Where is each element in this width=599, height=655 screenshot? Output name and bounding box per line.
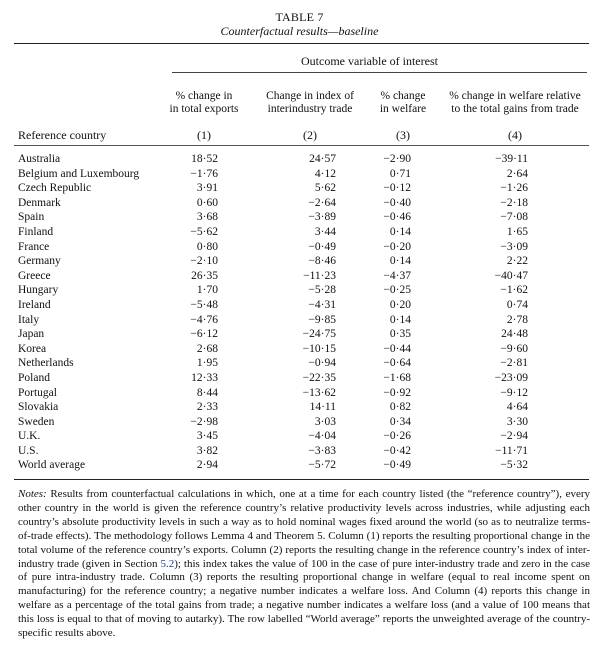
- row-value-c4: −5·32: [500, 459, 528, 472]
- row-country: Sweden: [18, 415, 55, 428]
- row-value-c4: 3·30: [506, 415, 528, 428]
- row-value-c2: −24·75: [302, 328, 336, 341]
- bottom-rule: [14, 479, 589, 480]
- row-value-c4: −3·09: [500, 240, 528, 253]
- col4-header-line1: % change in welfare relative: [449, 90, 581, 102]
- row-value-c3: 0·35: [389, 328, 411, 341]
- row-value-c3: 0·71: [389, 167, 411, 180]
- row-value-c4: 0·74: [506, 298, 528, 311]
- table-row: [0, 240, 599, 255]
- table-row: [0, 298, 599, 313]
- row-value-c1: 0·60: [196, 196, 218, 209]
- row-value-c2: −13·62: [302, 386, 336, 399]
- table-row: [0, 210, 599, 225]
- row-value-c2: −2·64: [308, 196, 336, 209]
- row-value-c4: −1·62: [500, 284, 528, 297]
- row-value-c3: −0·26: [383, 430, 411, 443]
- row-country: Slovakia: [18, 401, 59, 414]
- table-caption: [0, 0, 599, 38]
- row-value-c1: 1·95: [196, 357, 218, 370]
- table-row: [0, 327, 599, 342]
- row-value-c1: −5·48: [190, 298, 218, 311]
- table-row: [0, 313, 599, 328]
- group-header: Outcome variable of interest: [301, 54, 438, 68]
- row-value-c1: −2·10: [190, 255, 218, 268]
- row-country: Poland: [18, 371, 50, 384]
- table-row: [0, 152, 599, 167]
- row-value-c3: 0·14: [389, 313, 411, 326]
- row-value-c1: 3·82: [196, 444, 218, 457]
- row-value-c3: 0·14: [389, 225, 411, 238]
- row-country: Netherlands: [18, 357, 74, 370]
- row-country: Czech Republic: [18, 182, 92, 195]
- table-row: [0, 429, 599, 444]
- row-country: Ireland: [18, 298, 51, 311]
- row-value-c1: 2·33: [196, 401, 218, 414]
- row-value-c4: −40·47: [494, 269, 528, 282]
- row-value-c3: −2·90: [383, 153, 411, 165]
- row-value-c2: 5·62: [314, 182, 336, 195]
- row-country: U.K.: [18, 430, 41, 443]
- row-country: Spain: [18, 211, 45, 224]
- group-header-rule: [172, 72, 587, 73]
- row-value-c4: 1·65: [506, 225, 528, 238]
- row-value-c1: 3·68: [196, 211, 218, 224]
- row-value-c1: 2·94: [196, 459, 218, 472]
- row-value-c3: −0·25: [383, 284, 411, 297]
- col3-header-line2: in welfare: [379, 103, 427, 115]
- row-value-c1: −4·76: [190, 313, 218, 326]
- row-country: Finland: [18, 225, 54, 238]
- col1-header-line2: in total exports: [169, 103, 239, 115]
- row-value-c3: −0·49: [383, 459, 411, 472]
- table-row: [0, 371, 599, 386]
- row-country: Portugal: [18, 386, 57, 399]
- row-value-c4: −2·94: [500, 430, 528, 443]
- row-value-c3: −0·44: [383, 342, 411, 355]
- notes-text-part2: ); this index takes the value of 100 in the case of pure inter-industry trade and zero in the case of pure intra-industry trade. Column (3) reports the resulting proportional change in welfare (equal to real income spent on manufacturing) for the reference country; a negative number indicates a welfare loss. And Column (4) reports this change in welfare as a percentage of the total gains from trade; a negative number indicates a welfare loss (and a value of 100 means that this loss is equal to that of moving to autarky). The row labelled “World average” reports the unweighted average of the country-specific results above.: [18, 557, 590, 640]
- row-value-c3: 0·20: [389, 298, 411, 311]
- row-value-c4: −9·60: [500, 342, 528, 355]
- row-value-c4: 4·64: [506, 401, 528, 414]
- row-value-c3: −0·42: [383, 444, 411, 457]
- col2-header-line2: interindustry trade: [267, 103, 353, 115]
- row-value-c1: −2·98: [190, 415, 218, 428]
- section-link[interactable]: 5.2: [160, 557, 175, 570]
- row-value-c1: 3·45: [196, 430, 218, 443]
- table-row: [0, 181, 599, 196]
- row-value-c4: −11·71: [495, 444, 528, 457]
- row-country: Greece: [18, 269, 51, 282]
- row-value-c4: −9·12: [500, 386, 528, 399]
- col2-header-line1: Change in index of: [266, 90, 354, 102]
- row-value-c3: 0·14: [389, 255, 411, 268]
- row-country: World average: [18, 459, 86, 472]
- table-subtitle: Counterfactual results—baseline: [220, 24, 379, 38]
- row-country: Korea: [18, 342, 47, 355]
- row-country: U.S.: [18, 444, 39, 457]
- top-rule: [14, 43, 589, 44]
- row-value-c2: 24·57: [309, 153, 336, 165]
- table-notes: [18, 488, 590, 641]
- table-row: [0, 196, 599, 211]
- col3-header-line1: % change: [380, 90, 426, 102]
- row-value-c4: −7·08: [500, 211, 528, 224]
- row-value-c1: 26·35: [191, 269, 218, 282]
- row-country: Australia: [18, 153, 61, 165]
- row-value-c4: −23·09: [494, 371, 528, 384]
- row-value-c2: −3·89: [308, 211, 336, 224]
- header-rule: [14, 145, 589, 146]
- row-value-c1: −1·76: [190, 167, 218, 180]
- row-value-c3: 0·82: [389, 401, 411, 414]
- row-value-c2: 14·11: [309, 401, 336, 414]
- row-value-c2: −5·72: [308, 459, 336, 472]
- row-value-c3: 0·34: [389, 415, 411, 428]
- row-value-c4: 2·22: [506, 255, 528, 268]
- row-value-c4: 2·78: [506, 313, 528, 326]
- row-value-c2: −0·49: [308, 240, 336, 253]
- table-row: [0, 269, 599, 284]
- row-country: Denmark: [18, 196, 61, 209]
- row-value-c2: 4·12: [314, 167, 336, 180]
- row-value-c3: −0·12: [383, 182, 411, 195]
- row-value-c1: 3·91: [196, 182, 218, 195]
- table-row: [0, 356, 599, 371]
- notes-label: Notes:: [18, 488, 47, 500]
- table-row: [0, 225, 599, 240]
- table-row: [0, 415, 599, 430]
- row-value-c3: −0·92: [383, 386, 411, 399]
- row-value-c3: −0·64: [383, 357, 411, 370]
- row-value-c2: −4·31: [308, 298, 336, 311]
- row-value-c2: −9·85: [308, 313, 336, 326]
- notes-text-part1: Results from counterfactual calculations in which, one at a time for each country listed (the “reference country”), every other country in the world is given the reference country’s relative productivity levels across industries, while adjusting each country’s absolute productivity levels in such a way as to hold nominal wages fixed around the world (so as to neutralize terms-of-trade effects). The methodology follows Lemma 4 and Theorem 5. Column (1) reports the resulting proportional change in the total volume of the reference country’s exports. Column (2) reports the resulting change in the reference country’s index of inter-industry trade (given in Section: [18, 488, 590, 570]
- row-value-c1: −6·12: [190, 328, 218, 341]
- row-value-c3: −0·40: [383, 196, 411, 209]
- table-row: [0, 283, 599, 298]
- row-value-c2: −8·46: [308, 255, 336, 268]
- row-value-c3: −1·68: [383, 371, 411, 384]
- col1-header-line1: % change in: [175, 90, 233, 102]
- row-value-c1: 0·80: [196, 240, 218, 253]
- table-body: [0, 152, 599, 473]
- col4-header-line2: to the total gains from trade: [451, 103, 579, 115]
- row-value-c4: −1·26: [500, 182, 528, 195]
- row-value-c1: 12·33: [191, 371, 218, 384]
- table-number: TABLE 7: [275, 10, 324, 24]
- row-country: Hungary: [18, 284, 59, 297]
- row-value-c1: 18·52: [191, 153, 218, 165]
- row-country: Italy: [18, 313, 40, 326]
- table-row: [0, 342, 599, 357]
- row-value-c4: 2·64: [506, 167, 528, 180]
- col3-header: [370, 90, 436, 116]
- row-value-c1: 8·44: [196, 386, 218, 399]
- reference-country-header: Reference country: [18, 128, 107, 142]
- row-value-c2: −4·04: [308, 430, 336, 443]
- table-row: [0, 386, 599, 401]
- table-row: [0, 458, 599, 473]
- row-value-c2: −0·94: [308, 357, 336, 370]
- row-country: Belgium and Luxembourg: [18, 167, 140, 180]
- table-row: [0, 444, 599, 459]
- row-value-c2: −10·15: [302, 342, 336, 355]
- row-value-c3: −0·20: [383, 240, 411, 253]
- row-value-c4: −2·81: [500, 357, 528, 370]
- row-country: Japan: [18, 328, 45, 341]
- row-value-c2: −3·83: [308, 444, 336, 457]
- row-value-c4: −2·18: [500, 196, 528, 209]
- col2-header: [254, 90, 366, 116]
- row-value-c4: 24·48: [501, 328, 528, 341]
- row-value-c4: −39·11: [495, 153, 528, 165]
- row-country: France: [18, 240, 50, 253]
- row-country: Germany: [18, 255, 61, 268]
- row-value-c2: 3·44: [314, 225, 336, 238]
- row-value-c1: −5·62: [190, 225, 218, 238]
- row-value-c2: 3·03: [314, 415, 336, 428]
- table-row: [0, 167, 599, 182]
- row-value-c3: −0·46: [383, 211, 411, 224]
- row-value-c2: −5·28: [308, 284, 336, 297]
- col1-header: [158, 90, 250, 116]
- row-value-c1: 2·68: [196, 342, 218, 355]
- row-value-c3: −4·37: [383, 269, 411, 282]
- col3-number: (3): [396, 128, 410, 142]
- table-row: [0, 254, 599, 269]
- col4-header: [440, 90, 590, 116]
- col2-number: (2): [303, 128, 317, 142]
- table-row: [0, 400, 599, 415]
- col4-number: (4): [508, 128, 522, 142]
- row-value-c2: −11·23: [303, 269, 336, 282]
- row-value-c1: 1·70: [196, 284, 218, 297]
- row-value-c2: −22·35: [302, 371, 336, 384]
- col1-number: (1): [197, 128, 211, 142]
